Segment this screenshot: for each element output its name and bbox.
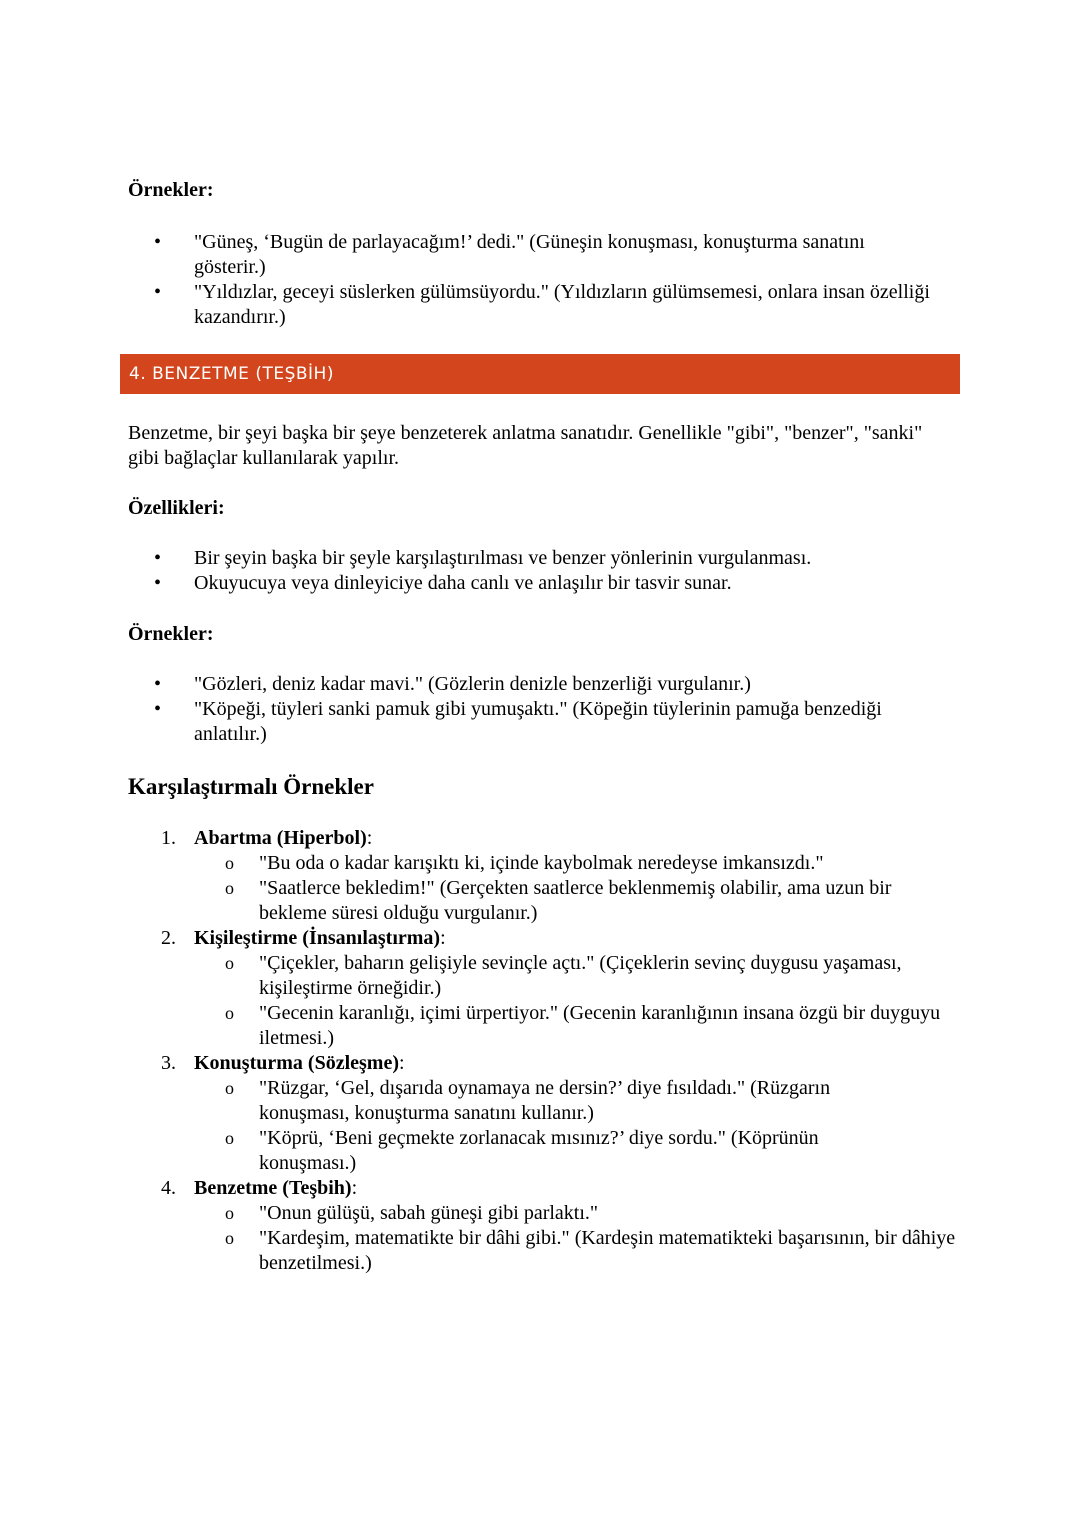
item-title: Abartma (Hiperbol): [194, 827, 367, 849]
sub-item: [194, 1001, 958, 1051]
examples-label-2: Örnekler:: [128, 623, 214, 645]
examples-label-1: Örnekler:: [128, 179, 214, 201]
bullet-icon: •: [154, 698, 162, 720]
sub-item-text: "Çiçekler, baharın gelişiyle sevinçle açtı." (Çiçeklerin sevinç duygusu yaşaması, kişileştirme örneğidir.): [259, 952, 902, 999]
sub-item-text: "Kardeşim, matematikte bir dâhi gibi." (Kardeşin matematikteki başarısının, bir dâhiye benzetilmesi.): [259, 1227, 956, 1274]
sub-item-text: "Saatlerce bekledim!" (Gerçekten saatlerce beklenmemiş olabilir, ama uzun bir bekleme süresi olduğu vurgulanır.): [259, 877, 892, 924]
feature-text: Bir şeyin başka bir şeyle karşılaştırılması ve benzer yönlerinin vurgulanması.: [194, 547, 812, 569]
feature-text: Okuyucuya veya dinleyiciye daha canlı ve anlaşılır bir tasvir sunar.: [194, 572, 732, 594]
list-item: [128, 546, 958, 571]
sub-item: [194, 1201, 958, 1226]
item-number: 1.: [161, 827, 176, 849]
circle-bullet-icon: o: [225, 878, 234, 898]
sub-list: [194, 851, 958, 926]
circle-bullet-icon: o: [225, 853, 234, 873]
sub-item: [194, 1226, 958, 1276]
comparative-item: 3. Konuşturma (Sözleşme): o "Rüzgar, ‘Gel, dışarıda oynamaya ne dersin?’ diye fısıldadı." (Rüzgarın konuşması, konuşturma sanatını kullanır.) o "Köprü, ‘Beni geçmekte zorlanacak mısınız?’ diye sordu." (Köprünün konuşması.): [128, 1051, 958, 1176]
example-text: "Güneş, ‘Bugün de parlayacağım!’ dedi." (Güneşin konuşması, konuşturma sanatını gösterir.): [194, 231, 865, 278]
comparative-item: 4. Benzetme (Teşbih): o "Onun gülüşü, sabah güneşi gibi parlaktı." o "Kardeşim, matematikte bir dâhi gibi." (Kardeşin matematikteki başarısının, bir dâhiye benzetilmesi.): [128, 1176, 958, 1276]
item-title: Benzetme (Teşbih): [194, 1177, 352, 1199]
bullet-icon: •: [154, 673, 162, 695]
item-number: 3.: [161, 1052, 176, 1074]
comparative-list: [128, 826, 958, 1276]
sub-item-text: "Köprü, ‘Beni geçmekte zorlanacak mısınız?’ diye sordu." (Köprünün konuşması.): [259, 1127, 819, 1174]
definition-paragraph: Benzetme, bir şeyi başka bir şeye benzeterek anlatma sanatıdır. Genellikle "gibi", "benzer", "sanki" gibi bağlaçlar kullanılarak yapılır.: [128, 422, 923, 469]
sub-item: [194, 851, 958, 876]
sub-item-text: "Bu oda o kadar karışıktı ki, içinde kaybolmak neredeyse imkansızdı.": [259, 852, 824, 874]
comparative-item: 2. Kişileştirme (İnsanılaştırma): o "Çiçekler, baharın gelişiyle sevinçle açtı." (Çiçeklerin sevinç duygusu yaşaması, kişileştirme örneğidir.) o "Gecenin karanlığı, içimi ürpertiyor." (Gecenin karanlığının insana özgü bir duyguyu iletmesi.): [128, 926, 958, 1051]
list-item: [128, 571, 958, 596]
bullet-icon: •: [154, 572, 162, 594]
examples-list-2: [128, 672, 958, 747]
circle-bullet-icon: o: [225, 1228, 234, 1248]
list-item: [128, 672, 958, 697]
example-text: "Köpeği, tüyleri sanki pamuk gibi yumuşaktı." (Köpeğin tüylerinin pamuğa benzediği anlatılır.): [194, 698, 882, 745]
circle-bullet-icon: o: [225, 1078, 234, 1098]
sub-item: [194, 876, 958, 926]
sub-item-text: "Gecenin karanlığı, içimi ürpertiyor." (Gecenin karanlığının insana özgü bir duyguyu iletmesi.): [259, 1002, 941, 1049]
circle-bullet-icon: o: [225, 1128, 234, 1148]
sub-list: [194, 1076, 958, 1176]
bullet-icon: •: [154, 547, 162, 569]
sub-list: [194, 951, 958, 1051]
example-text: "Gözleri, deniz kadar mavi." (Gözlerin denizle benzerliği vurgulanır.): [194, 673, 751, 695]
features-list: [128, 546, 958, 596]
sub-item: [194, 1076, 958, 1126]
item-title: Konuşturma (Sözleşme): [194, 1052, 399, 1074]
example-text: "Yıldızlar, geceyi süslerken gülümsüyordu." (Yıldızların gülümsemesi, onlara insan özelliği kazandırır.): [194, 281, 930, 328]
sub-item: [194, 1126, 958, 1176]
sub-list: [194, 1201, 958, 1276]
item-number: 4.: [161, 1177, 176, 1199]
sub-item-text: "Onun gülüşü, sabah güneşi gibi parlaktı.": [259, 1202, 599, 1224]
bullet-icon: •: [154, 231, 162, 253]
features-label: Özellikleri:: [128, 497, 225, 519]
bullet-icon: •: [154, 281, 162, 303]
circle-bullet-icon: o: [225, 1203, 234, 1223]
circle-bullet-icon: o: [225, 1003, 234, 1023]
item-number: 2.: [161, 927, 176, 949]
item-title: Kişileştirme (İnsanılaştırma): [194, 927, 441, 949]
sub-item: [194, 951, 958, 1001]
comparative-heading: Karşılaştırmalı Örnekler: [128, 774, 374, 799]
examples-list-1: [128, 230, 958, 330]
circle-bullet-icon: o: [225, 953, 234, 973]
sub-item-text: "Rüzgar, ‘Gel, dışarıda oynamaya ne dersin?’ diye fısıldadı." (Rüzgarın konuşması, konuşturma sanatını kullanır.): [259, 1077, 831, 1124]
list-item: [128, 230, 958, 280]
section-header: 4. BENZETME (TEŞBİH): [120, 354, 960, 394]
list-item: [128, 280, 958, 330]
comparative-item: 1. Abartma (Hiperbol): o "Bu oda o kadar karışıktı ki, içinde kaybolmak neredeyse imkansızdı." o "Saatlerce bekledim!" (Gerçekten saatlerce beklenmemiş olabilir, ama uzun bir bekleme süresi olduğu vurgulanır.): [128, 826, 958, 926]
list-item: [128, 697, 958, 747]
